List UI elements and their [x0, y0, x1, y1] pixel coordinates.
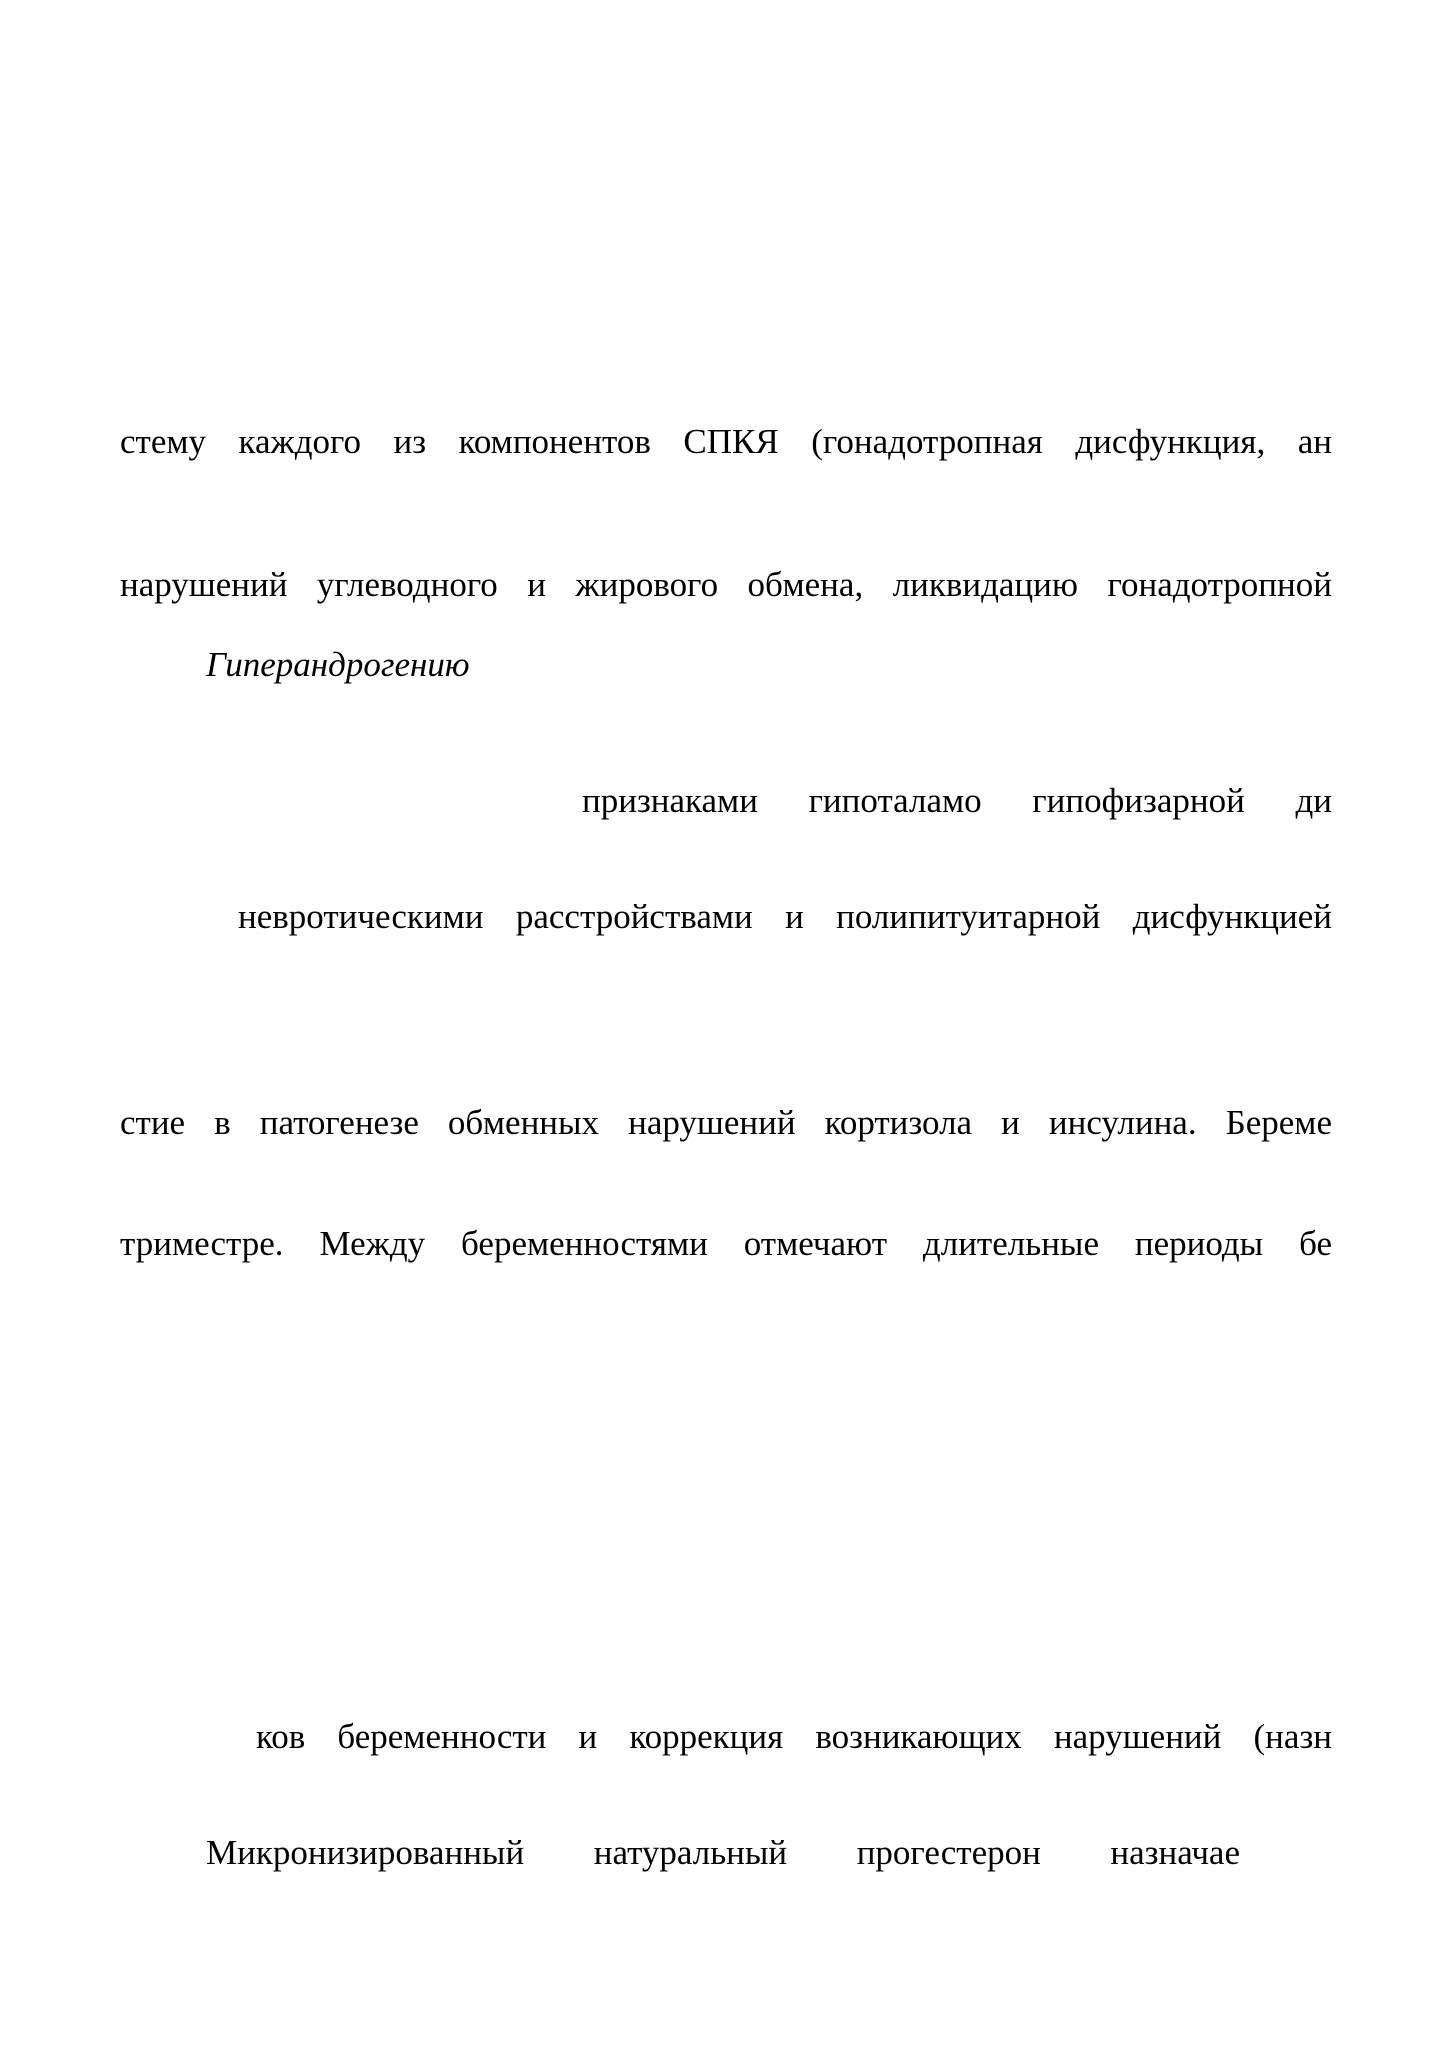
text-line-3-italic: Гиперандрогению	[206, 645, 470, 684]
text-line-2: нарушений углеводного и жирового обмена, ликвидацию гонадотропной	[120, 565, 1332, 604]
text-line-8: ков беременности и коррекция возникающих нарушений (назн	[256, 1717, 1332, 1756]
text-line-9: Микронизированный натуральный прогестерон назначае	[206, 1833, 1240, 1872]
text-line-5: невротическими расстройствами и полипитуитарной дисфункцией	[238, 897, 1332, 936]
text-line-7: триместре. Между беременностями отмечают длительные периоды бе	[120, 1224, 1332, 1263]
text-line-1: стему каждого из компонентов СПКЯ (гонадотропная дисфункция, ан	[120, 422, 1332, 461]
text-line-6: стие в патогенезе обменных нарушений кортизола и инсулина. Береме	[120, 1103, 1332, 1142]
text-line-4: признаками гипоталамо гипофизарной ди	[582, 781, 1332, 820]
